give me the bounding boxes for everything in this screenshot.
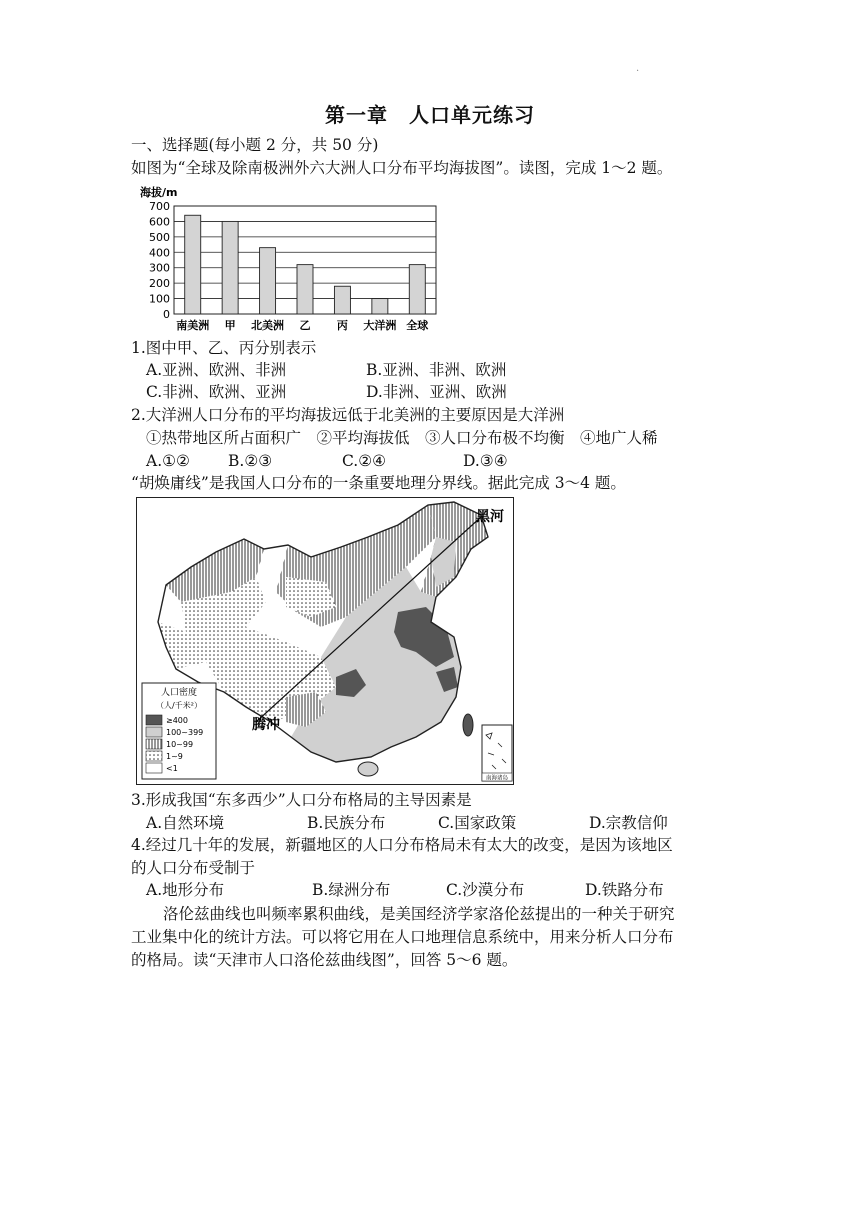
passage-line2: 工业集中化的统计方法。可以将它用在人口地理信息系统中，用来分析人口分布 — [131, 928, 674, 946]
y-tick-label: 300 — [149, 261, 170, 275]
bar-chart-svg — [140, 182, 440, 334]
x-tick-label: 乙 — [299, 319, 311, 332]
q1-option-d[interactable]: D.非洲、亚洲、欧洲 — [366, 383, 507, 401]
passage-line3: 的格局。读“天津市人口洛伦兹曲线图”，回答 5～6 题。 — [131, 951, 518, 969]
legend-item-lt1: <1 — [166, 764, 178, 773]
legend-item-1-9: 1~9 — [166, 752, 183, 761]
q1-stem: 1.图中甲、乙、丙分别表示 — [131, 339, 317, 357]
map-label-heihe: 黑河 — [476, 509, 504, 525]
legend-item-10-99: 10~99 — [166, 740, 194, 749]
y-tick-label: 200 — [149, 277, 170, 291]
map-svg — [136, 497, 514, 785]
bar-3 — [297, 265, 313, 314]
x-tick-label: 丙 — [336, 319, 348, 332]
x-tick-label: 大洋洲 — [363, 319, 397, 332]
q2-option-b[interactable]: B.②③ — [228, 452, 273, 470]
y-tick-label: 500 — [149, 230, 170, 244]
q2-option-d[interactable]: D.③④ — [463, 452, 508, 470]
header-mark: . — [636, 63, 640, 74]
q2-items: ①热带地区所占面积广 ②平均海拔低 ③人口分布极不均衡 ④地广人稀 — [146, 429, 658, 447]
map-legend — [142, 683, 216, 779]
page-title: 第一章 人口单元练习 — [325, 103, 535, 127]
y-tick-label: 400 — [149, 246, 170, 260]
china-population-density-map — [136, 497, 514, 785]
x-tick-label: 北美洲 — [251, 319, 285, 332]
elevation-bar-chart — [140, 182, 440, 334]
q3-option-d[interactable]: D.宗教信仰 — [589, 814, 668, 832]
q4-option-a[interactable]: A.地形分布 — [146, 881, 225, 899]
q1-option-a[interactable]: A.亚洲、欧洲、非洲 — [146, 361, 287, 379]
legend-unit: （人/千米²） — [156, 701, 202, 710]
passage-line1: 洛伦兹曲线也叫频率累积曲线，是美国经济学家洛伦兹提出的一种关于研究 — [163, 905, 675, 923]
q4-stem-line1: 4.经过几十年的发展，新疆地区的人口分布格局未有太大的改变，是因为该地区 — [131, 836, 673, 854]
q2-stem: 2.大洋洲人口分布的平均海拔远低于北美洲的主要原因是大洋洲 — [131, 406, 565, 424]
south-china-sea-inset — [482, 725, 512, 782]
section-heading: 一、选择题(每小题 2 分，共 50 分) — [131, 136, 379, 154]
q2-option-a[interactable]: A.①② — [146, 452, 190, 470]
q4-option-d[interactable]: D.铁路分布 — [585, 881, 664, 899]
x-tick-label: 南美洲 — [176, 319, 210, 332]
q4-option-c[interactable]: C.沙漠分布 — [446, 881, 525, 899]
bar-4 — [334, 286, 350, 314]
y-tick-label: 100 — [149, 292, 170, 306]
q1-option-c[interactable]: C.非洲、欧洲、亚洲 — [146, 383, 287, 401]
q4-stem-line2: 的人口分布受制于 — [131, 859, 256, 877]
bar-5 — [372, 299, 388, 314]
bar-0 — [185, 215, 201, 314]
q3-stem: 3.形成我国“东多西少”人口分布格局的主导因素是 — [131, 791, 472, 809]
legend-item-400: ≥400 — [166, 716, 188, 725]
x-tick-label: 全球 — [406, 319, 429, 332]
q3-option-a[interactable]: A.自然环境 — [146, 814, 225, 832]
inset-label: 南海诸岛 — [485, 775, 509, 782]
q3-option-c[interactable]: C.国家政策 — [438, 814, 517, 832]
y-tick-label: 700 — [149, 200, 170, 213]
y-tick-label: 600 — [149, 215, 170, 229]
chart-ylabel: 海拔/m — [140, 186, 178, 199]
q3-option-b[interactable]: B.民族分布 — [307, 814, 386, 832]
bar-1 — [222, 221, 238, 314]
map-label-tengchong: 腾冲 — [252, 717, 280, 733]
x-tick-label: 甲 — [224, 319, 236, 332]
q4-option-b[interactable]: B.绿洲分布 — [312, 881, 391, 899]
legend-item-100-399: 100~399 — [166, 728, 204, 737]
bar-6 — [409, 265, 425, 314]
y-tick-label: 0 — [163, 308, 170, 321]
legend-title: 人口密度 — [160, 688, 198, 698]
q2-option-c[interactable]: C.②④ — [342, 452, 387, 470]
intro-q3-4: “胡焕庸线”是我国人口分布的一条重要地理分界线。据此完成 3～4 题。 — [131, 474, 626, 492]
bar-2 — [260, 248, 276, 314]
q1-option-b[interactable]: B.亚洲、非洲、欧洲 — [366, 361, 507, 379]
intro-q1-2: 如图为“全球及除南极洲外六大洲人口分布平均海拔图”。读图，完成 1～2 题。 — [131, 159, 673, 177]
